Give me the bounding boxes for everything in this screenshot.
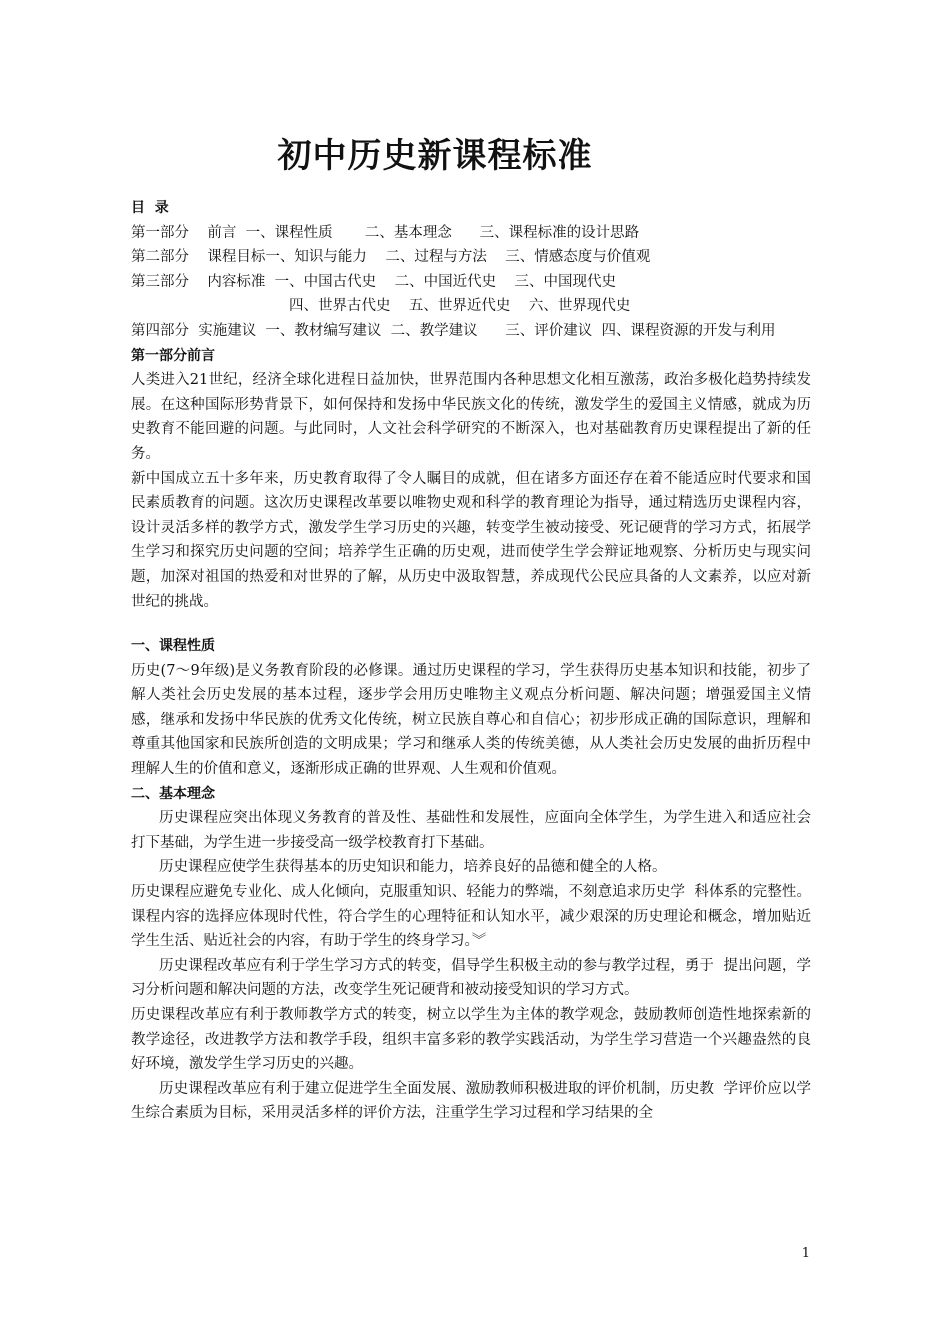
section2-paragraph-1: 历史课程应突出体现义务教育的普及性、基础性和发展性，应面向全体学生，为学生进入和适应社会打下基础，为学生进一步接受高一级学校教育打下基础。 — [131, 810, 811, 851]
section1-heading: 一、课程性质 — [131, 638, 215, 655]
section2-paragraph-4: 历史课程改革应有利于学生学习方式的转变，倡导学生积极主动的参与教学过程，勇于 提出问题，学习分析问题和解决问题的方法，改变学生死记硬背和被动接受知识的学习方式。 — [131, 957, 811, 999]
spacer — [131, 614, 811, 634]
part1-paragraph-2: 新中国成立五十多年来，历史教育取得了令人瞩目的成就，但在诸多方面还存在着不能适应时代要求和国民素质教育的问题。这次历史课程改革要以唯物史观和科学的教育理论为指导，通过精选历史课程内容，设计灵活多样的教学方式，激发学生学习历史的兴趣，转变学生被动接受、死记硬背的学习方式，拓展学生学习和探究历史问题的空间；培养学生正确的历史观，进而使学生学会辩证地观察、分析历史与现实问题，加深对祖国的热爱和对世界的了解，从历史中汲取智慧，养成现代公民应具备的人文素养，以应对新世纪的挑战。 — [131, 470, 811, 610]
toc-row-5: 第四部分 实施建议 一、教材编写建议 二、教学建议 三、评价建议 四、课程资源的开发与利用 — [131, 322, 776, 339]
part1-heading: 第一部分前言 — [131, 347, 215, 364]
section2-paragraph-2: 历史课程应使学生获得基本的历史知识和能力，培养良好的品德和健全的人格。 — [159, 859, 667, 876]
section2-paragraph-5: 历史课程改革应有利于教师教学方式的转变，树立以学生为主体的教学观念，鼓励教师创造性地探索新的教学途径，改进教学方法和教学手段，组织丰富多彩的教学实践活动，为学生学习营造一个兴趣盎然的良好环境，激发学生学习历史的兴趣。 — [131, 1007, 811, 1073]
document-body — [131, 196, 811, 1126]
toc-row-2: 第二部分 课程目标一、知识与能力 二、过程与方法 三、情感态度与价值观 — [131, 249, 651, 266]
section2-heading: 二、基本理念 — [131, 785, 215, 802]
section1-paragraph-1: 历史(7～9年级)是义务教育阶段的必修课。通过历史课程的学习，学生获得历史基本知识和技能，初步了解人类社会历史发展的基本过程，逐步学会用历史唯物主义观点分析问题、解决问题；增强爱国主义情感，继承和发扬中华民族的优秀文化传统，树立民族自尊心和自信心；初步形成正确的国际意识，理解和尊重其他国家和民族所创造的文明成果；学习和继承人类的传统美德，从人类社会历史发展的曲折历程中理解人生的价值和意义，逐渐形成正确的世界观、人生观和价值观。 — [131, 662, 811, 778]
part1-paragraph-1: 人类进入21世纪，经济全球化进程日益加快，世界范围内各种思想文化相互激荡，政治多极化趋势持续发展。在这种国际形势背景下，如何保持和发扬中华民族文化的传统，激发学生的爱国主义情感，就成为历史教育不能回避的问题。与此同时，人文社会科学研究的不断深入，也对基础教育历史课程提出了新的任务。 — [131, 372, 811, 462]
toc-row-1: 第一部分 前言 一、课程性质 二、基本理念 三、课程标准的设计思路 — [131, 224, 640, 241]
section2-paragraph-6: 历史课程改革应有利于建立促进学生全面发展、激励教师积极进取的评价机制，历史教 学评价应以学生综合素质为目标，采用灵活多样的评价方法，注重学生学习过程和学习结果的全 — [131, 1080, 811, 1122]
toc-heading: 目 录 — [131, 200, 169, 216]
page-title: 初中历史新课程标准 — [277, 136, 593, 176]
toc-row-4: 四、世界古代史 五、世界近代史 六、世界现代史 — [289, 298, 631, 315]
section2-paragraph-3: 历史课程应避免专业化、成人化倾向，克服重知识、轻能力的弊端，不刻意追求历史学 科体系的完整性。课程内容的选择应体现时代性，符合学生的心理特征和认知水平，减少艰深的历史理论和概念，增加贴近学生生活、贴近社会的内容，有助于学生的终身学习。︾ — [131, 884, 811, 950]
page-number: 1 — [801, 1246, 810, 1261]
toc-row-3: 第三部分 内容标准 一、中国古代史 二、中国近代史 三、中国现代史 — [131, 273, 617, 290]
